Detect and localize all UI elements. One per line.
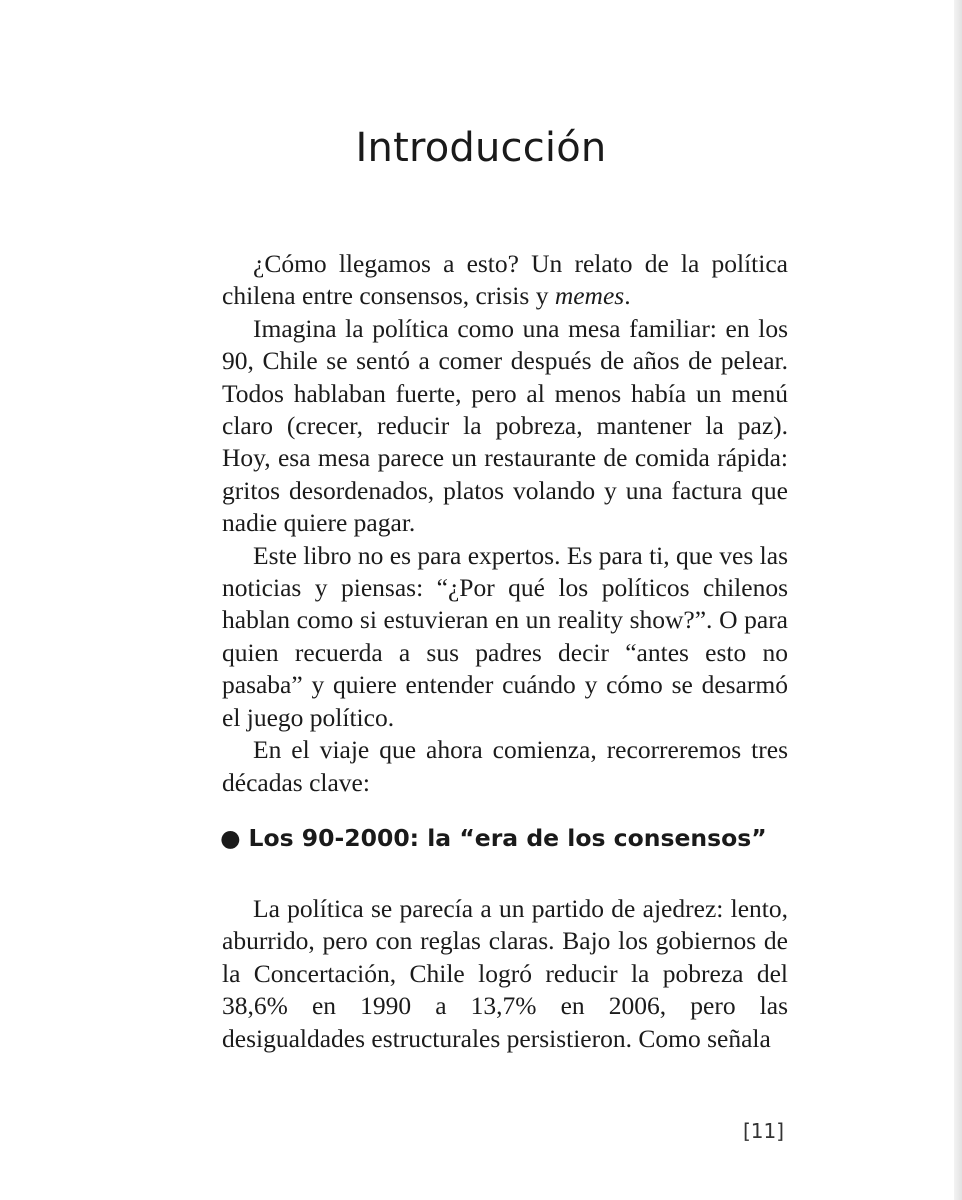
paragraph: [222, 734, 788, 799]
page-number: [11]: [742, 1119, 784, 1143]
paragraph: [222, 248, 788, 313]
paragraph: [222, 893, 788, 1055]
chapter-title: Introducción: [355, 124, 607, 171]
page-edge-shadow: [954, 0, 962, 1200]
paragraph-text: La política se parecía a un partido de ajedrez: lento, aburrido, pero con reglas claras. Bajo los gobiernos de la Concertación, Chile logró reducir la pobreza del 38,6% en 1990 a 13,7% en 2006, pero las desigualdades estructurales persistieron. Como señala: [222, 894, 788, 1053]
paragraph-text: Este libro no es para expertos. Es para ti, que ves las noticias y piensas: “¿Por qué los políticos chilenos hablan como si estuvieran en un reality show?”. O para quien recuerda a sus padres decir “antes esto no pasaba” y quiere entender cuándo y cómo se desarmó el juego político.: [222, 540, 788, 732]
intro-text-block: [222, 248, 788, 799]
paragraph-text: En el viaje que ahora comienza, recorreremos tres décadas clave:: [222, 735, 788, 797]
paragraph-text: ¿Cómo llegamos a esto? Un relato de la política chilena entre consensos, crisis y: [222, 249, 788, 311]
bullet-icon: ●: [220, 824, 241, 852]
section-heading: [220, 824, 767, 852]
section-heading-text: Los 90-2000: la “era de los consensos”: [248, 824, 767, 852]
paragraph-text: Imagina la política como una mesa familiar: en los 90, Chile se sentó a comer después de años de pelear. Todos hablaban fuerte, pero al menos había un menú claro (crecer, reducir la pobreza, mantener la paz). Hoy, esa mesa parece un restaurante de comida rápida: gritos desordenados, platos volando y una factura que nadie quiere pagar.: [222, 313, 788, 538]
paragraph: [222, 540, 788, 734]
section-text-block: [222, 893, 788, 1055]
italic-text: memes: [554, 281, 625, 311]
paragraph-text: .: [624, 281, 631, 311]
paragraph: [222, 313, 788, 540]
